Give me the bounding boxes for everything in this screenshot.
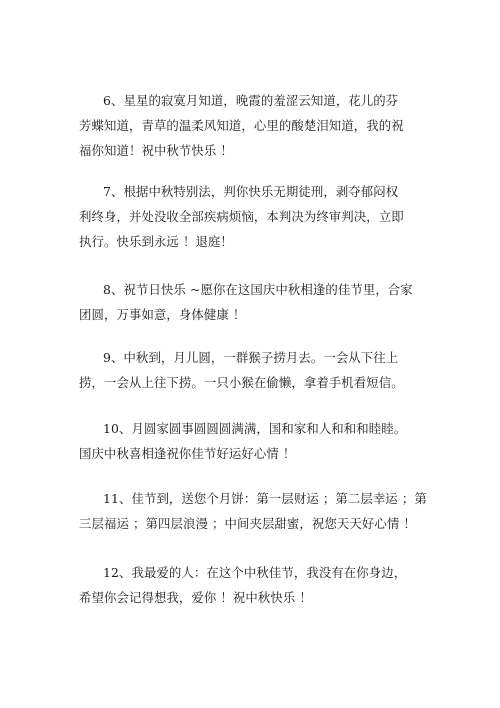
paragraph-line: 执行。快乐到永远 ！退庭！	[79, 234, 233, 249]
paragraph-12	[79, 560, 429, 610]
paragraph-line: 利终身，并处没收全部疾病烦恼，本判决为终审判决，立即	[79, 209, 404, 224]
paragraph-line: 12、我最爱的人：在这个中秋佳节，我没有在你身边，	[103, 565, 407, 580]
paragraph-line: 11、佳节到，送您个月饼：第一层财运 ；第二层幸运 ；第	[103, 491, 427, 506]
paragraph-11	[79, 486, 429, 536]
paragraph-line: 10、月圆家圆事圆圆圆满满，国和家和人和和和睦睦。	[103, 421, 407, 436]
paragraph-line: 三层福运 ；第四层浪漫 ；中间夹层甜蜜，祝您天天好心情 ！	[79, 516, 416, 531]
paragraph-line: 芳蝶知道，青草的温柔风知道，心里的酸楚泪知道，我的祝	[79, 118, 404, 133]
paragraph-line: 国庆中秋喜相逢祝你佳节好运好心情 ！	[79, 446, 296, 461]
paragraph-line: 福你知道！祝中秋节快乐 ！	[79, 143, 233, 158]
paragraph-line: 6、星星的寂寞月知道，晚霞的羞涩云知道，花儿的芬	[103, 93, 399, 108]
paragraph-line: 9、中秋到，月儿圆，一群猴子捞月去。一会从下往上	[103, 350, 399, 365]
paragraph-10	[79, 416, 429, 466]
paragraph-9	[79, 345, 429, 395]
paragraph-line: 团圆，万事如意，身体健康 ！	[79, 307, 246, 322]
paragraph-7	[79, 179, 429, 254]
paragraph-8	[79, 277, 429, 327]
paragraph-line: 7、根据中秋特别法，判你快乐无期徒刑，剥夺郁闷权	[103, 184, 399, 199]
paragraph-6	[79, 88, 429, 163]
paragraph-line: 8、祝节日快乐 ~愿你在这国庆中秋相逢的佳节里，合家	[103, 282, 413, 297]
paragraph-line: 希望你会记得想我，爱你 ！祝中秋快乐 ！	[79, 590, 312, 605]
paragraph-line: 捞，一会从上往下捞。一只小猴在偷懒，拿着手机看短信。	[79, 375, 404, 390]
